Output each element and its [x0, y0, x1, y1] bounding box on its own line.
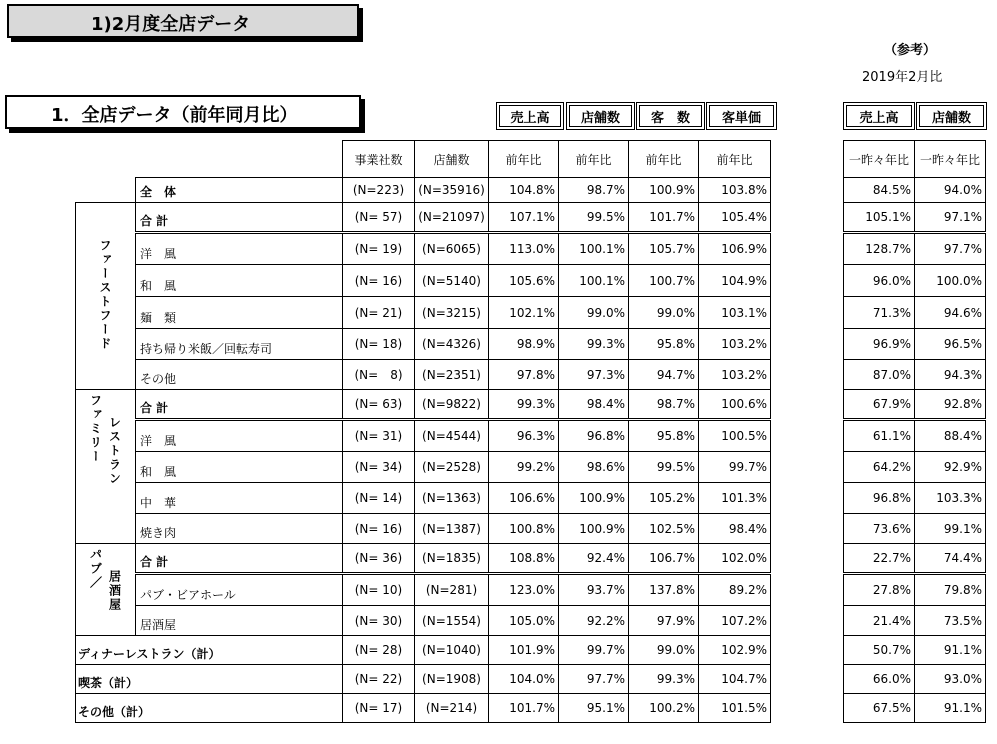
col-companies: 事業社数 [343, 141, 415, 178]
reference-sublabel: 2019年2月比 [862, 70, 943, 85]
header-unit-price: 客単価 [706, 102, 777, 130]
table-row: 喫茶（計） (N= 22) (N=1908) 104.0% 97.7% 99.3% 104.7% [76, 665, 771, 694]
table-row: 71.3% 94.6% [844, 297, 986, 329]
table-row: 66.0% 93.0% [844, 665, 986, 694]
header-row: 事業社数 店舗数 前年比 前年比 前年比 前年比 [76, 141, 771, 178]
table-row: パブ・ビアホール (N= 10) (N=281) 123.0% 93.7% 137.8% 89.2% [76, 574, 771, 606]
table-row: 21.4% 73.5% [844, 606, 986, 636]
table-row: 96.0% 100.0% [844, 265, 986, 297]
table-row: その他（計） (N= 17) (N=214) 101.7% 95.1% 100.2% 101.5% [76, 694, 771, 723]
group-family-restaurant: ファミリー レストラン [76, 390, 136, 544]
header-customers: 客 数 [636, 102, 705, 130]
table-row: 持ち帰り米飯／回転寿司 (N= 18) (N=4326) 98.9% 99.3% 95.8% 103.2% [76, 329, 771, 360]
group-pub-izakaya: パブ／ 居酒屋 [76, 544, 136, 636]
ref-header-row: 一昨々年比 一昨々年比 [844, 141, 986, 178]
table-row: 和 風 (N= 34) (N=2528) 99.2% 98.6% 99.5% 99.7% [76, 452, 771, 483]
table-row: 洋 風 (N= 19) (N=6065) 113.0% 100.1% 105.7% 106.9% [76, 233, 771, 265]
header-sales: 売上高 [496, 102, 564, 130]
main-table [75, 140, 771, 723]
table-row: 61.1% 88.4% [844, 420, 986, 452]
table-row: 96.9% 96.5% [844, 329, 986, 360]
table-row: ファーストフード 合 計 (N= 57) (N=21097) 107.1% 99.5% 101.7% 105.4% [76, 203, 771, 233]
table-row: 22.7% 74.4% [844, 544, 986, 574]
table-row: 105.1% 97.1% [844, 203, 986, 233]
table-row: 67.5% 91.1% [844, 694, 986, 723]
table-row: 27.8% 79.8% [844, 574, 986, 606]
table-row: 73.6% 99.1% [844, 514, 986, 544]
header-stores: 店舗数 [566, 102, 635, 130]
reference-label: （参考） [884, 43, 937, 58]
group-fastfood: ファーストフード [76, 203, 136, 390]
table-row: ディナーレストラン（計） (N= 28) (N=1040) 101.9% 99.7% 99.0% 102.9% [76, 636, 771, 665]
reference-table [843, 140, 986, 723]
table-row: 96.8% 103.3% [844, 483, 986, 514]
table-row: 中 華 (N= 14) (N=1363) 106.6% 100.9% 105.2% 101.3% [76, 483, 771, 514]
table-row: 84.5% 94.0% [844, 178, 986, 203]
table-title-box [5, 95, 361, 129]
table-row: 全 体 (N=223) (N=35916) 104.8% 98.7% 100.9% 103.8% [76, 178, 771, 203]
table-row: 居酒屋 (N= 30) (N=1554) 105.0% 92.2% 97.9% 107.2% [76, 606, 771, 636]
table-row: パブ／ 居酒屋 合 計 (N= 36) (N=1835) 108.8% 92.4% 106.7% 102.0% [76, 544, 771, 574]
table-title: 1．全店データ（前年同月比） [51, 105, 298, 126]
col-stores: 店舗数 [415, 141, 489, 178]
table-row: 67.9% 92.8% [844, 390, 986, 420]
table-row: 焼き肉 (N= 16) (N=1387) 100.8% 100.9% 102.5% 98.4% [76, 514, 771, 544]
table-row: その他 (N= 8) (N=2351) 97.8% 97.3% 94.7% 103.2% [76, 360, 771, 390]
table-row: ファミリー レストラン 合 計 (N= 63) (N=9822) 99.3% 98.4% 98.7% 100.6% [76, 390, 771, 420]
section-title-box [7, 4, 359, 38]
section-title: 1)2月度全店データ [91, 14, 251, 35]
table-row: 64.2% 92.9% [844, 452, 986, 483]
table-row: 87.0% 94.3% [844, 360, 986, 390]
table-row: 和 風 (N= 16) (N=5140) 105.6% 100.1% 100.7% 104.9% [76, 265, 771, 297]
table-row: 洋 風 (N= 31) (N=4544) 96.3% 96.8% 95.8% 100.5% [76, 420, 771, 452]
ref-header-stores: 店舗数 [916, 102, 987, 130]
ref-header-sales: 売上高 [843, 102, 915, 130]
table-row: 麺 類 (N= 21) (N=3215) 102.1% 99.0% 99.0% 103.1% [76, 297, 771, 329]
table-row: 50.7% 91.1% [844, 636, 986, 665]
table-row: 128.7% 97.7% [844, 233, 986, 265]
